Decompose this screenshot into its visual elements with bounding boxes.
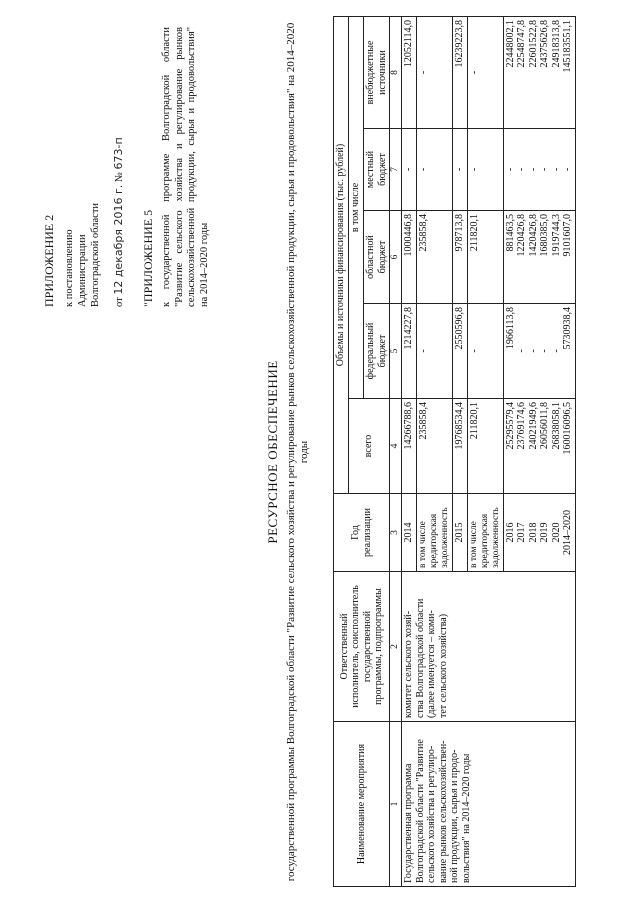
header-including: в том числе (349, 16, 364, 398)
resolution-date: 12 декабря 2016 г. (112, 184, 126, 295)
year-group-cell: 2016 2017 2018 2019 2020 2014–2020 (503, 494, 575, 572)
resolution-date-line (112, 27, 127, 307)
title-main: РЕСУРСНОЕ ОБЕСПЕЧЕНИЕ (265, 360, 280, 544)
col-number: 3 (390, 494, 402, 572)
local-group-cell: - - - - - - (503, 129, 575, 211)
resolution-number: 673-п (112, 137, 126, 170)
regional-cell: 211820,1 (468, 211, 504, 304)
number-sign: № (114, 172, 126, 183)
resolution-line-1: к постановлению (64, 229, 76, 307)
appendix-5-label: "ПРИЛОЖЕНИЕ 5 (140, 209, 155, 307)
header-federal: федеральный бюджет (364, 304, 390, 399)
extrabudget-cell: - (468, 16, 504, 128)
header-activity-name: Наименование мероприятия (334, 722, 390, 887)
year-cell: в том числе кредиторская задолженность (417, 494, 453, 572)
header-year: Год реализации (334, 494, 390, 572)
program-name-cell: Государственная программа Волгоградской области "Развитие сельского хозяйства и регулиро- вание рынков сельскохозяйствен- ной продукции, сырья и продо- вольствия" на 2014–2020 годы (402, 722, 576, 887)
col-number: 2 (390, 572, 402, 722)
table-row (402, 16, 417, 886)
col-number: 4 (390, 399, 402, 494)
year-cell: 2014 (402, 494, 417, 572)
federal-cell: - (468, 304, 504, 399)
column-number-row (390, 16, 402, 886)
total-cell: 19768534,4 (453, 399, 468, 494)
year-cell: в том числе кредиторская задолженность (468, 494, 504, 572)
document-page (10, 12, 630, 892)
local-cell: - (402, 129, 417, 211)
extrabudget-group-cell: 22448002,1 22548747,8 22601522,8 24375626,8 24918313,8 145183551,1 (503, 16, 575, 128)
col-number: 6 (390, 211, 402, 304)
title-subtitle: государственной программы Волгоградской области "Развитие сельского хозяйства и регулирование рынков сельскохозяйственной продукции, сырья и продовольствия" на 2014–2020 годы (284, 22, 310, 882)
header-extrabudget: внебюджетные источники (364, 16, 390, 128)
regional-group-cell: 881463,5 1220426,8 1420426,8 1680385,0 1919744,3 9101607,0 (503, 211, 575, 304)
header-volumes: Объемы и источники финансирования (тыс. рублей) (334, 16, 349, 493)
header-regional: областной бюджет (364, 211, 390, 304)
federal-cell: 2550596,8 (453, 304, 468, 399)
col-number: 7 (390, 129, 402, 211)
federal-cell: - (417, 304, 453, 399)
document-title (265, 12, 311, 892)
appendix-2-label: ПРИЛОЖЕНИЕ 2 (42, 214, 56, 307)
local-cell: - (453, 129, 468, 211)
extrabudget-cell: - (417, 16, 453, 128)
extrabudget-cell: 12052114,0 (402, 16, 417, 128)
resolution-line-3: Волгоградской области (89, 202, 101, 307)
local-cell: - (417, 129, 453, 211)
regional-cell: 235858,4 (417, 211, 453, 304)
federal-group-cell: 1966113,8 - - - - 5730938,4 (503, 304, 575, 399)
header-row-1 (334, 16, 349, 886)
total-cell: 235858,4 (417, 399, 453, 494)
header-local: местный бюджет (364, 129, 390, 211)
resolution-line-2: Администрации (76, 234, 88, 307)
total-group-cell: 25295579,4 23769174,6 24021949,6 26056011,8 26838058,1 160016096,5 (503, 399, 575, 494)
executor-cell: комитет сельского хозяй- ства Волгоградской области (далее именуется – коми- тет сельского хозяйства) (402, 572, 576, 722)
federal-cell: 1214227,8 (402, 304, 417, 399)
header-executor: Ответственный исполнитель, соисполнитель государственной программы, подпрограммы (334, 572, 390, 722)
total-cell: 211820,1 (468, 399, 504, 494)
regional-cell: 978713,8 (453, 211, 468, 304)
col-number: 1 (390, 722, 402, 887)
year-cell: 2015 (453, 494, 468, 572)
extrabudget-cell: 16239223,8 (453, 16, 468, 128)
col-number: 5 (390, 304, 402, 399)
total-cell: 14266788,6 (402, 399, 417, 494)
regional-cell: 1000446,8 (402, 211, 417, 304)
appendix-header (42, 27, 212, 307)
header-total: всего (349, 399, 390, 494)
date-prefix: от (114, 297, 126, 307)
local-cell: - (468, 129, 504, 211)
resource-table (333, 16, 576, 887)
appendix-5-text: к государственной программе Волгоградской области "Развитие сельского хозяйства и регулирование рынков сельскохозяйственной продукции, сырья и продовольствия" на 2014–2020 годы (161, 27, 210, 307)
col-number: 8 (390, 16, 402, 128)
